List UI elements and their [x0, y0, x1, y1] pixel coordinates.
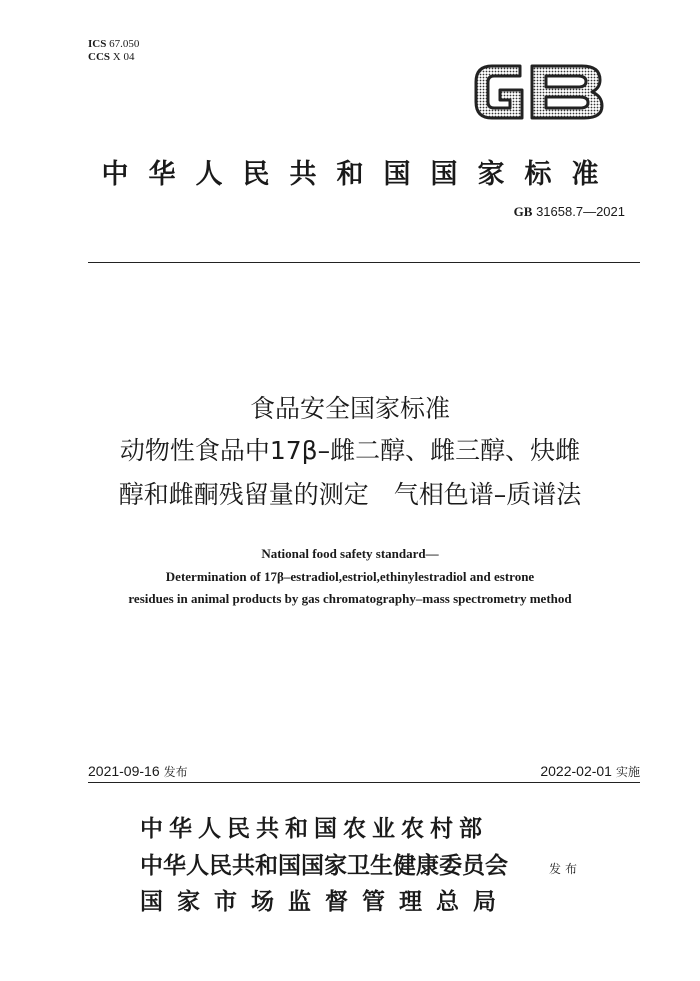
issue-date-value: 2021-09-16	[88, 763, 160, 779]
standard-prefix: GB	[513, 204, 533, 219]
ics-code: 67.050	[109, 38, 140, 50]
ics-line	[88, 38, 139, 51]
ccs-label: CCS	[88, 51, 111, 63]
english-title-line-1: National food safety standard—	[261, 546, 439, 561]
issue-word: 发布	[163, 765, 188, 779]
classification-codes	[88, 38, 139, 64]
bottom-divider	[88, 782, 640, 783]
english-title-line-3: residues in animal products by gas chromatography–mass spectrometry method	[128, 591, 572, 606]
english-title-line-2: Determination of 17β–estradiol,estriol,ethinylestradiol and estrone	[165, 569, 535, 584]
gb-logo	[470, 58, 606, 124]
publish-word: 发布	[549, 862, 582, 876]
issuer-market-regulation: 国家市场监督管理总局	[140, 888, 510, 915]
implementation-date-value: 2022-02-01	[540, 763, 612, 779]
chinese-title-line-3: 醇和雌酮残留量的测定 气相色谱–质谱法	[118, 480, 582, 509]
implementation-date	[540, 763, 640, 780]
issue-date	[88, 763, 188, 780]
standard-number-value: 31658.7—2021	[536, 204, 625, 219]
ccs-code: X 04	[112, 51, 135, 63]
national-standard-title: 中华人民共和国国家标准	[101, 159, 619, 190]
issuer-ministry-agriculture: 中华人民共和国农业农村部	[140, 815, 488, 842]
standard-number	[514, 204, 625, 220]
chinese-title-line-1: 食品安全国家标准	[249, 394, 450, 423]
implementation-word: 实施	[615, 765, 640, 779]
ccs-line	[88, 51, 139, 64]
ics-label: ICS	[88, 38, 107, 50]
chinese-title-line-2: 动物性食品中17β–雌二醇、雌三醇、炔雌	[119, 436, 581, 465]
top-divider	[88, 262, 640, 263]
issuer-health-commission: 中华人民共和国国家卫生健康委员会	[140, 852, 508, 879]
